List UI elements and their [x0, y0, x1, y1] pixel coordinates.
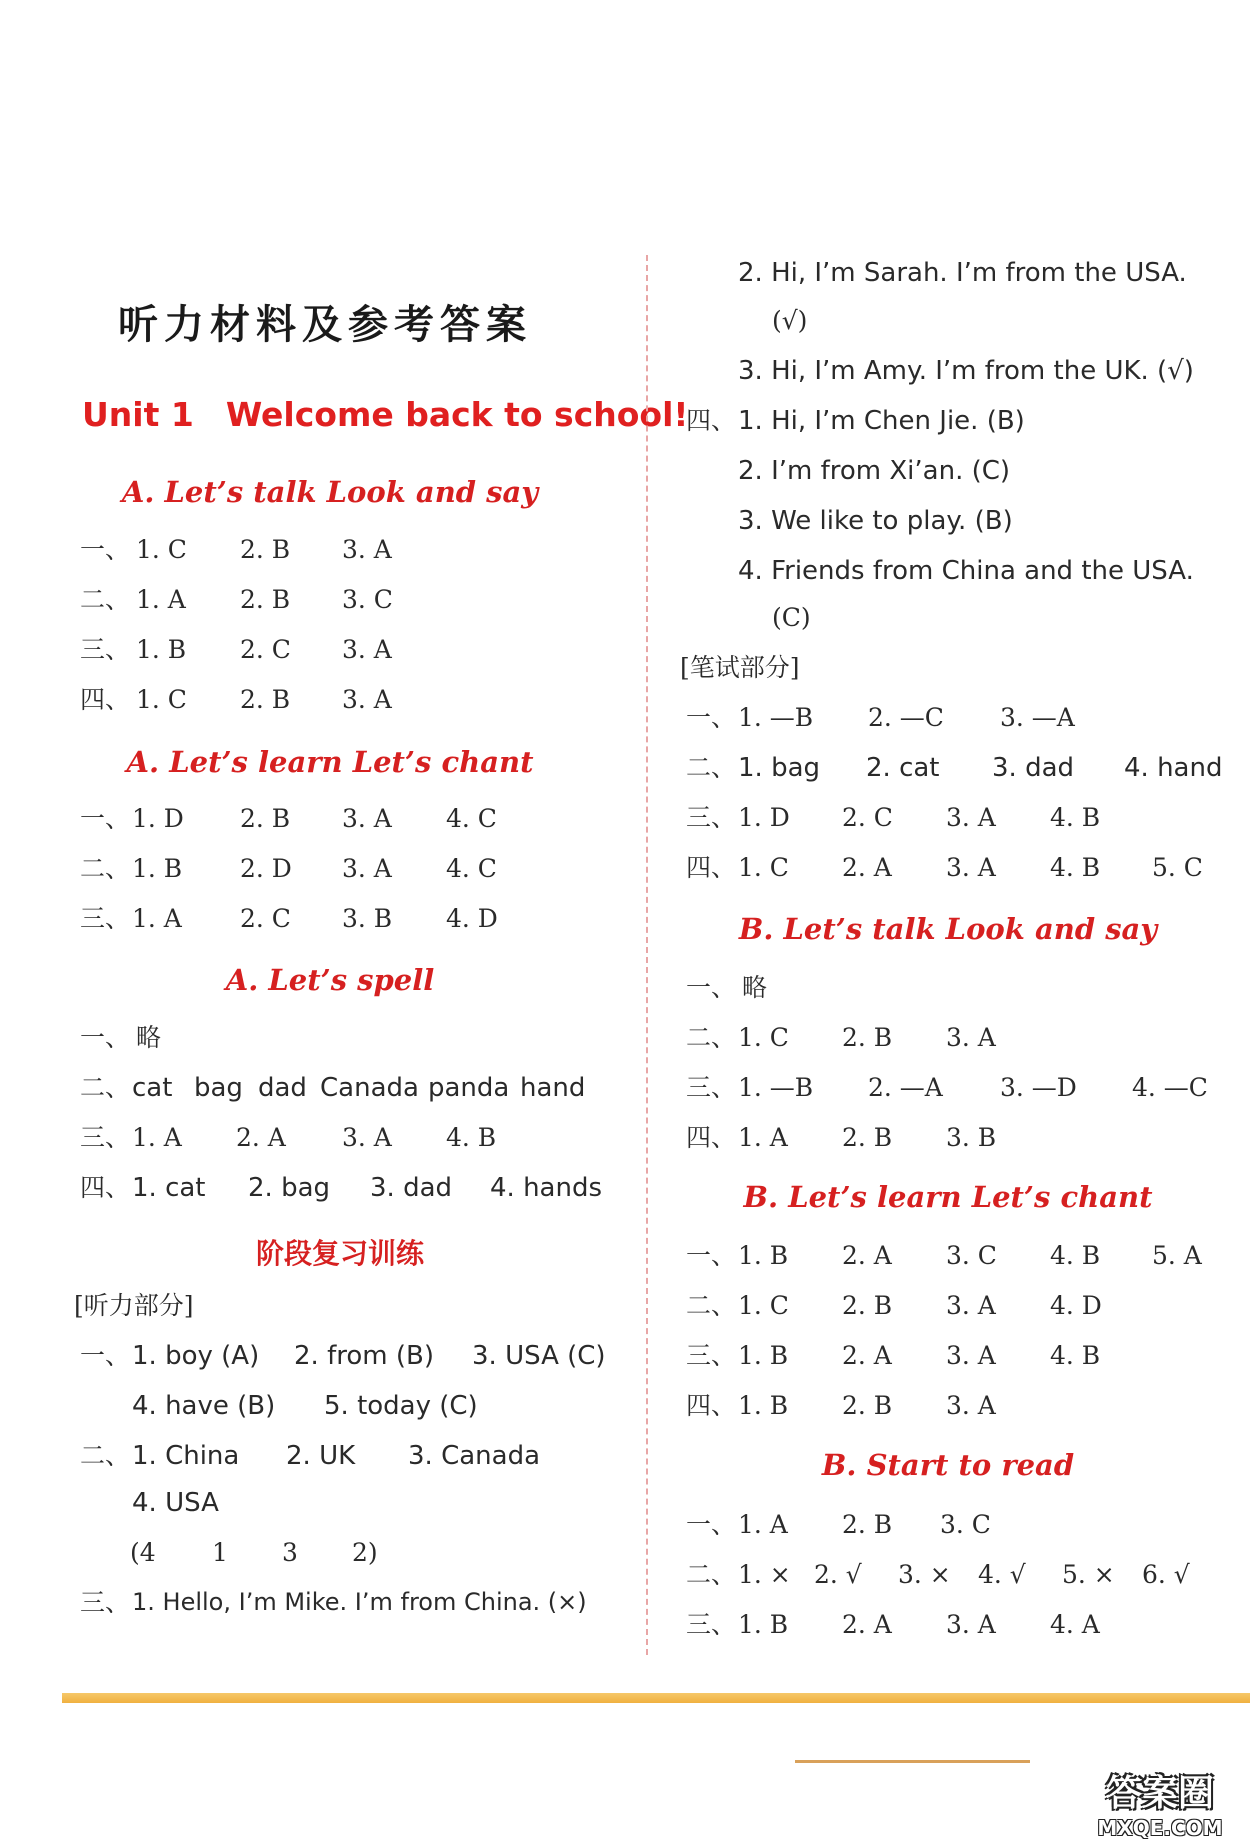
- answer-item: 4. B: [1050, 853, 1101, 882]
- answer-item: 略: [136, 1023, 162, 1052]
- answer-item: (√): [772, 306, 808, 335]
- question-number: 三、: [686, 1610, 737, 1639]
- answer-item: 3. A: [946, 853, 996, 882]
- answer-item: 3. B: [946, 1123, 997, 1152]
- section-heading-a-talk: A. Let’s talk Look and say: [121, 475, 539, 509]
- answer-item: 2. A: [236, 1123, 286, 1152]
- answer-item: 3. A: [946, 1610, 996, 1639]
- answer-item: 3. A: [342, 854, 392, 883]
- answer-item: 3. dad: [370, 1173, 453, 1203]
- question-number: 二、: [686, 1560, 737, 1589]
- answer-item: 3. Canada: [408, 1441, 541, 1471]
- answer-item: 3. —D: [1000, 1073, 1077, 1102]
- answer-item: 4. C: [446, 854, 497, 883]
- answer-item: 4. C: [446, 804, 497, 833]
- section-heading-review: 阶段复习训练: [255, 1237, 424, 1270]
- answer-item: panda: [428, 1073, 510, 1103]
- answer-item: 2. from (B): [294, 1341, 434, 1371]
- section-heading-b-read: B. Start to read: [821, 1448, 1075, 1482]
- answer-item: 3. ×: [898, 1560, 951, 1589]
- question-number: 二、: [80, 854, 131, 883]
- question-number: 三、: [686, 1073, 737, 1102]
- answer-item: 4. B: [1050, 803, 1101, 832]
- section-heading-a-learn: A. Let’s learn Let’s chant: [126, 745, 534, 779]
- answer-item: 2. B: [240, 804, 291, 833]
- answer-item: 1: [212, 1538, 228, 1567]
- answer-item: 3. C: [946, 1241, 997, 1270]
- answer-item: 1. B: [738, 1241, 789, 1270]
- answer-item: dad: [258, 1073, 307, 1103]
- section-label: [笔试部分]: [680, 653, 800, 682]
- answer-item: 2. I’m from Xi’an. (C): [738, 456, 1011, 486]
- answer-item: 1. C: [738, 1023, 789, 1052]
- question-number: 一、: [80, 804, 131, 833]
- answer-item: 4. hand: [1124, 753, 1223, 783]
- answer-item: 1. cat: [132, 1173, 206, 1203]
- answer-item: 5. ×: [1062, 1560, 1115, 1589]
- answer-item: 2. A: [842, 1241, 892, 1270]
- answer-item: 3. A: [946, 1341, 996, 1370]
- answer-item: 1. bag: [738, 753, 821, 783]
- answer-item: 1. China: [132, 1441, 240, 1471]
- question-number: 四、: [686, 853, 737, 882]
- answer-item: 1. A: [738, 1510, 788, 1539]
- answer-item: 1. B: [136, 635, 187, 664]
- answer-item: 3. A: [342, 804, 392, 833]
- answer-item: 2. √: [814, 1560, 862, 1589]
- question-number: 二、: [80, 1073, 131, 1102]
- answer-item: 1. A: [136, 585, 186, 614]
- answer-item: 3: [282, 1538, 298, 1567]
- answer-item: 3. C: [342, 585, 393, 614]
- answer-item: 1. B: [738, 1341, 789, 1370]
- answer-item: 3. dad: [992, 753, 1075, 783]
- answer-item: 2. B: [842, 1291, 893, 1320]
- answer-item: 3. B: [342, 904, 393, 933]
- question-number: 四、: [686, 1391, 737, 1420]
- answer-item: 3. Hi, I’m Amy. I’m from the UK. (√): [738, 356, 1194, 386]
- answer-item: 2. A: [842, 1610, 892, 1639]
- answer-item: 1. C: [136, 535, 187, 564]
- answer-item: 2. C: [842, 803, 893, 832]
- answer-item: 2): [352, 1538, 378, 1567]
- answer-item: 3. A: [946, 1023, 996, 1052]
- answer-item: 1. D: [738, 803, 790, 832]
- answer-item: 1. C: [738, 1291, 789, 1320]
- answer-item: (4: [130, 1538, 156, 1567]
- answer-item: hand: [520, 1073, 586, 1103]
- question-number: 一、: [80, 1341, 131, 1370]
- unit-name: Welcome back to school!: [225, 395, 689, 434]
- answer-item: 4. B: [446, 1123, 497, 1152]
- question-number: 一、: [686, 1241, 737, 1270]
- answer-item: 3. A: [342, 535, 392, 564]
- answer-item: 2. D: [240, 854, 292, 883]
- answer-item: 3. A: [342, 1123, 392, 1152]
- answer-item: 1. Hello, I’m Mike. I’m from China. (×): [132, 1588, 587, 1616]
- answer-item: 2. A: [842, 1341, 892, 1370]
- question-number: 四、: [686, 406, 737, 435]
- answer-item: 4. D: [446, 904, 498, 933]
- answer-item: 4. B: [1050, 1241, 1101, 1270]
- answer-item: 3. A: [342, 685, 392, 714]
- answer-item: 6. √: [1142, 1560, 1190, 1589]
- question-number: 四、: [686, 1123, 737, 1152]
- answer-item: 2. B: [240, 585, 291, 614]
- answer-item: 3. —A: [1000, 703, 1075, 732]
- question-number: 三、: [80, 1123, 131, 1152]
- answer-item: 4. have (B): [132, 1391, 276, 1421]
- question-number: 一、: [686, 973, 737, 1002]
- answer-item: 2. bag: [248, 1173, 331, 1203]
- answer-item: bag: [194, 1073, 243, 1103]
- section-label: [听力部分]: [74, 1291, 194, 1320]
- answer-item: 1. B: [738, 1391, 789, 1420]
- question-number: 三、: [80, 904, 131, 933]
- answer-item: 4. —C: [1132, 1073, 1208, 1102]
- answer-item: 3. USA (C): [472, 1341, 606, 1371]
- answer-item: 1. Hi, I’m Chen Jie. (B): [738, 406, 1025, 436]
- answer-item: 1. —B: [738, 703, 814, 732]
- question-number: 二、: [80, 585, 131, 614]
- footer-rule: [795, 1760, 1030, 1763]
- question-number: 二、: [686, 1291, 737, 1320]
- answer-item: 3. A: [946, 1291, 996, 1320]
- question-number: 三、: [80, 635, 131, 664]
- answer-item: 4. USA: [132, 1488, 219, 1518]
- answer-item: 2. B: [842, 1510, 893, 1539]
- answer-item: 略: [742, 973, 768, 1002]
- watermark-title: 答案圈: [1105, 1773, 1214, 1814]
- question-number: 一、: [686, 1510, 737, 1539]
- answer-item: 1. C: [136, 685, 187, 714]
- answer-item: 4. A: [1050, 1610, 1100, 1639]
- question-number: 二、: [686, 753, 737, 782]
- section-heading-b-talk: B. Let’s talk Look and say: [738, 912, 1158, 946]
- question-number: 二、: [80, 1441, 131, 1470]
- answer-item: 4. Friends from China and the USA.: [738, 556, 1194, 586]
- answer-item: 2. B: [240, 685, 291, 714]
- answer-item: 5. C: [1152, 853, 1203, 882]
- answer-item: cat: [132, 1073, 173, 1103]
- answer-item: 2. UK: [286, 1441, 356, 1471]
- answer-item: 1. A: [738, 1123, 788, 1152]
- unit-heading: [82, 395, 688, 434]
- answer-item: 2. —A: [868, 1073, 943, 1102]
- question-number: 二、: [686, 1023, 737, 1052]
- watermark-logo: [1075, 1765, 1245, 1843]
- column-divider: [646, 255, 648, 1655]
- unit-number: Unit 1: [82, 395, 194, 434]
- answer-item: 4. √: [978, 1560, 1026, 1589]
- section-heading-b-learn: B. Let’s learn Let’s chant: [743, 1180, 1153, 1214]
- answer-item: 3. A: [946, 1391, 996, 1420]
- question-number: 一、: [80, 535, 131, 564]
- answer-item: 3. We like to play. (B): [738, 506, 1013, 536]
- answer-item: 3. A: [342, 635, 392, 664]
- answer-item: 1. C: [738, 853, 789, 882]
- answer-item: 5. today (C): [324, 1391, 478, 1421]
- answer-item: 3. A: [946, 803, 996, 832]
- answer-item: 2. B: [842, 1023, 893, 1052]
- answer-item: 1. boy (A): [132, 1341, 260, 1371]
- answer-item: 1. A: [132, 904, 182, 933]
- section-heading-a-spell: A. Let’s spell: [225, 963, 435, 997]
- footer-bar: [62, 1693, 1250, 1703]
- answer-item: 2. C: [240, 904, 291, 933]
- answer-item: 1. B: [132, 854, 183, 883]
- answer-item: 2. cat: [866, 753, 940, 783]
- question-number: 一、: [686, 703, 737, 732]
- question-number: 四、: [80, 1173, 131, 1202]
- answer-item: 5. A: [1152, 1241, 1202, 1270]
- answer-item: 2. Hi, I’m Sarah. I’m from the USA.: [738, 258, 1187, 288]
- answer-item: 4. D: [1050, 1291, 1102, 1320]
- question-number: 三、: [80, 1588, 131, 1617]
- answer-item: 1. A: [132, 1123, 182, 1152]
- answer-item: 1. B: [738, 1610, 789, 1639]
- answer-item: (C): [772, 603, 811, 632]
- answer-item: 1. —B: [738, 1073, 814, 1102]
- question-number: 三、: [686, 1341, 737, 1370]
- answer-item: 4. hands: [490, 1173, 603, 1203]
- answer-item: 1. D: [132, 804, 184, 833]
- answer-item: 2. C: [240, 635, 291, 664]
- answer-item: 2. A: [842, 853, 892, 882]
- answer-item: 3. C: [940, 1510, 991, 1539]
- question-number: 一、: [80, 1023, 131, 1052]
- answer-item: 2. B: [842, 1123, 893, 1152]
- page-title: 听力材料及参考答案: [118, 301, 532, 348]
- answer-item: 2. B: [842, 1391, 893, 1420]
- answer-item: 2. B: [240, 535, 291, 564]
- watermark-url: MXQE.COM: [1097, 1816, 1223, 1840]
- answer-item: 4. B: [1050, 1341, 1101, 1370]
- answer-item: 1. ×: [738, 1560, 791, 1589]
- answer-item: Canada: [320, 1073, 419, 1103]
- question-number: 四、: [80, 685, 131, 714]
- question-number: 三、: [686, 803, 737, 832]
- answer-item: 2. —C: [868, 703, 944, 732]
